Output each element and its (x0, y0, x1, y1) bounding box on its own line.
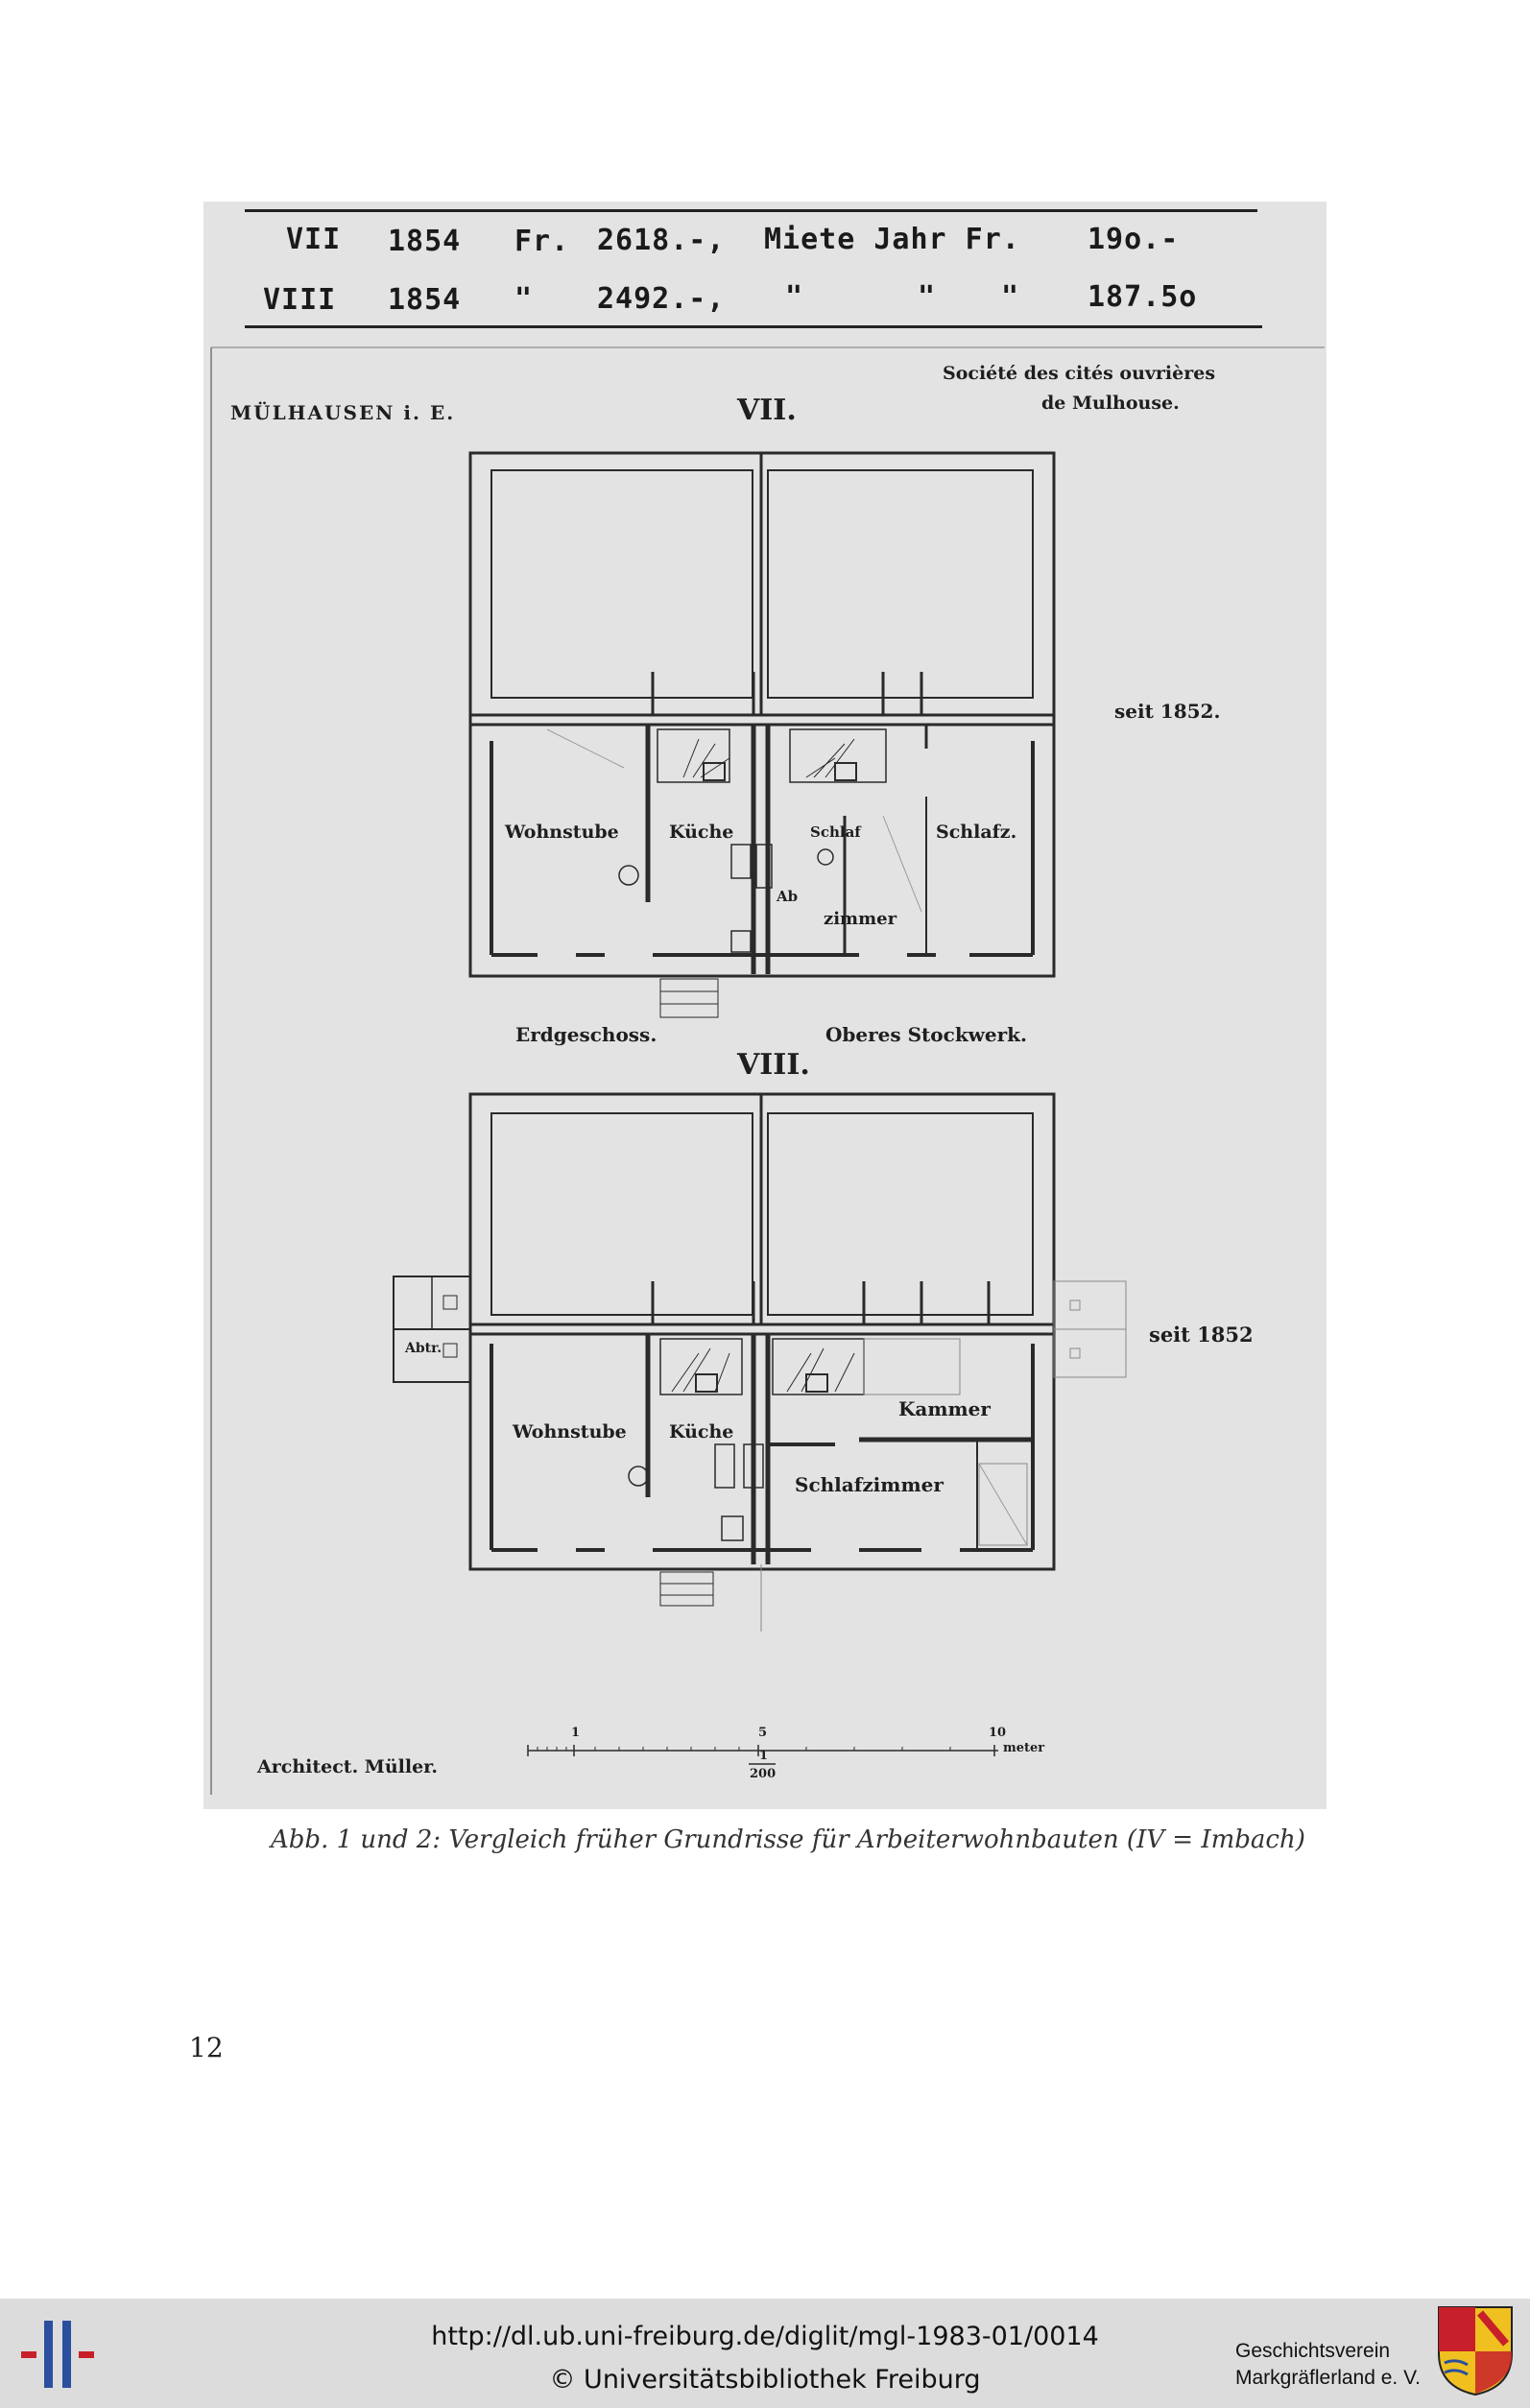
footer-copyright: © Universitätsbibliothek Freiburg (549, 2365, 981, 2395)
floor-ground-label: Erdgeschoss. (515, 1023, 657, 1046)
society-line-1: Société des cités ouvrières (943, 363, 1216, 384)
figure-caption: Abb. 1 und 2: Vergleich früher Grundrisse für Arbeiterwohnbauten (IV = Imbach) (271, 1825, 1305, 1854)
viii-room-kammer: Kammer (898, 1397, 991, 1420)
society-line-2: de Mulhouse. (1041, 393, 1180, 414)
row2-ditto-1: " (514, 282, 534, 316)
since-label-1: seit 1852. (1114, 700, 1221, 723)
scale-tick-10: 10 (989, 1726, 1007, 1740)
floor-upper-label: Oberes Stockwerk. (825, 1023, 1027, 1046)
viii-room-kueche: Küche (669, 1421, 734, 1442)
viii-room-schlafzimmer: Schlafzimmer (795, 1473, 944, 1496)
row1-label: Fr. (514, 225, 570, 258)
row2-ditto-4: " (1001, 280, 1020, 314)
vii-room-zimmer: zimmer (824, 909, 897, 929)
vii-room-kueche: Küche (669, 822, 734, 843)
row2-number: VIII (263, 283, 337, 317)
row2-rent: 187.5o (1088, 280, 1198, 314)
plan-viii-title: VIII. (737, 1048, 810, 1082)
vii-room-ab: Ab (777, 888, 799, 905)
place-label: MÜLHAUSEN i. E. (230, 401, 456, 424)
row1-number: VII (286, 223, 342, 256)
row1-rent-label: Miete Jahr Fr. (764, 223, 1020, 256)
row1-year: 1854 (388, 225, 462, 258)
viii-room-abtr: Abtr. (405, 1341, 442, 1356)
scale-tick-5: 5 (758, 1726, 768, 1740)
scale-tick-1: 1 (571, 1726, 581, 1740)
vii-room-wohnstube: Wohnstube (505, 822, 619, 843)
plan-vii (470, 453, 1054, 1017)
since-label-2: seit 1852 (1149, 1323, 1254, 1347)
row1-price: 2618.-, (597, 224, 726, 257)
org-name-line-2: Markgräflerland e. V. (1235, 2367, 1421, 2389)
architect-label: Architect. Müller. (257, 1756, 439, 1777)
plan-viii (394, 1094, 1126, 1632)
org-name-line-1: Geschichtsverein (1235, 2340, 1391, 2362)
scale-ratio-denominator: 200 (750, 1767, 777, 1781)
row1-rent: 19o.- (1088, 223, 1180, 256)
coat-of-arms-icon (1437, 2305, 1514, 2396)
row2-year: 1854 (388, 283, 462, 317)
scale-unit: meter (1003, 1741, 1045, 1755)
vii-room-schlafz: Schlafz. (936, 822, 1017, 843)
vii-room-schlaf: Schlaf (810, 823, 861, 841)
row2-price: 2492.-, (597, 282, 726, 316)
row2-ditto-3: " (918, 280, 937, 314)
scale-ratio-numerator: 1 (759, 1749, 769, 1763)
footer-url-link[interactable]: http://dl.ub.uni-freiburg.de/diglit/mgl-1983-01/0014 (431, 2322, 1099, 2351)
viii-room-wohnstube: Wohnstube (513, 1421, 627, 1442)
row2-ditto-2: " (785, 280, 804, 314)
page-number: 12 (189, 2032, 224, 2063)
plan-vii-title: VII. (737, 393, 797, 427)
